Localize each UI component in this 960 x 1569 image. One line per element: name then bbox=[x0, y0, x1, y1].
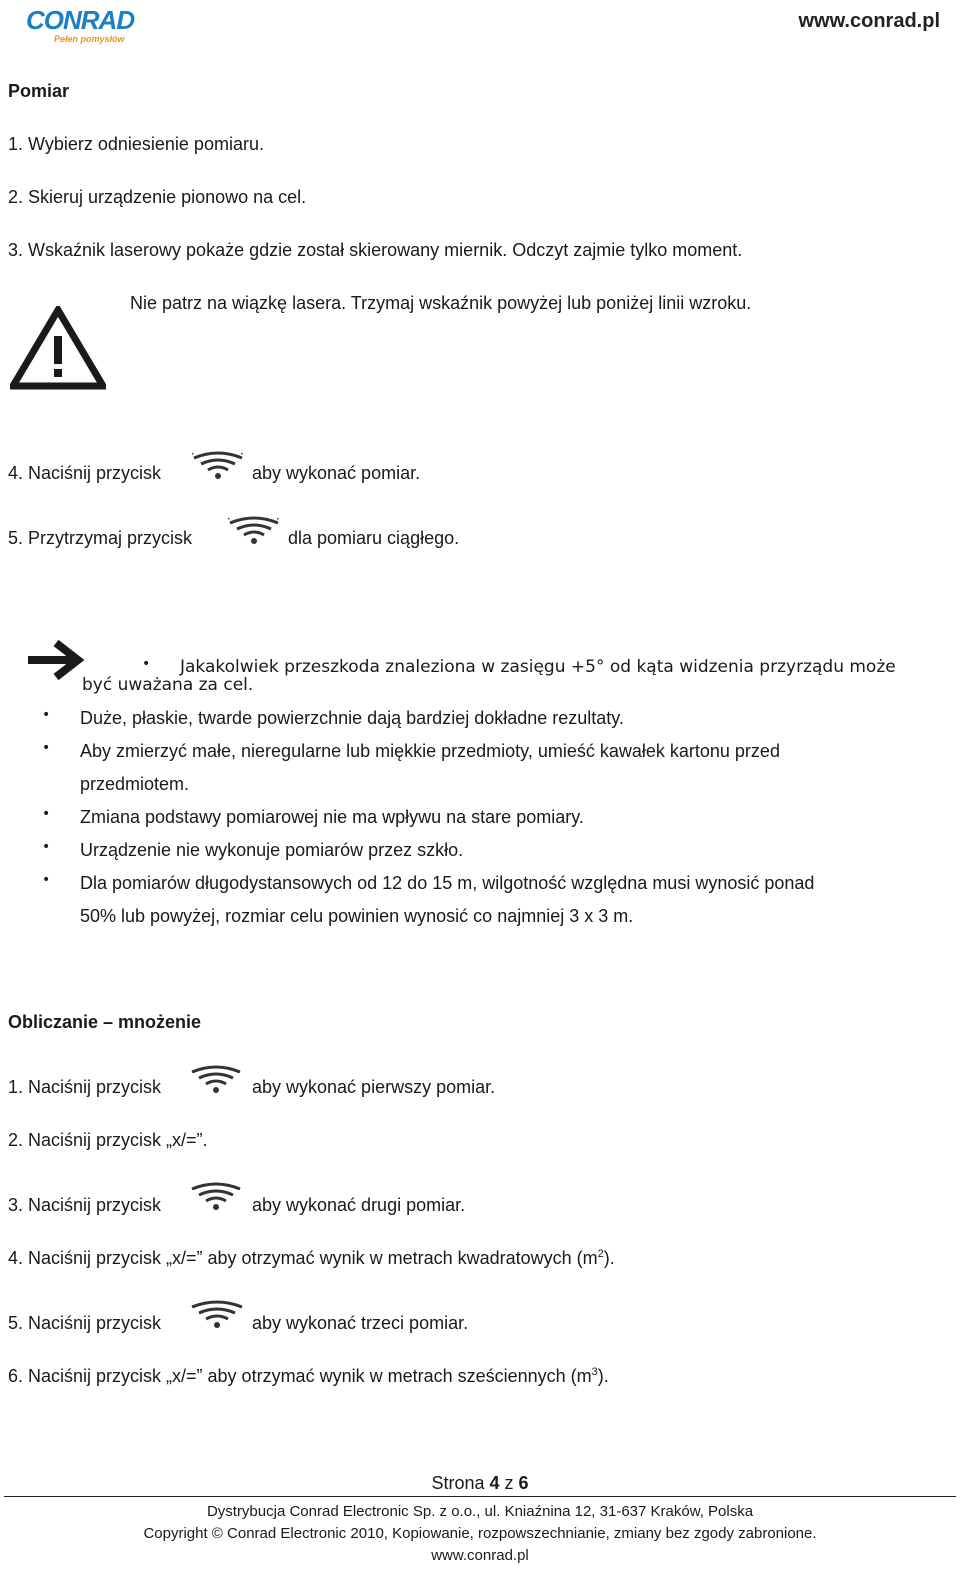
note-1-line-1: Jakakolwiek przeszkoda znaleziona w zasięgu +5° od kąta widzenia przyrządu może bbox=[180, 657, 896, 677]
conrad-logo bbox=[26, 6, 134, 44]
note-3-line-2: przedmiotem. bbox=[80, 774, 190, 794]
page-of: z bbox=[504, 1473, 514, 1493]
measure-step-2: 2. Skieruj urządzenie pionowo na cel. bbox=[8, 187, 307, 207]
measure-step-4-action: aby wykonać pomiar. bbox=[252, 463, 421, 483]
section-title-measure: Pomiar bbox=[8, 81, 70, 101]
laser-warning-text: Nie patrz na wiązkę lasera. Trzymaj wskaźnik powyżej lub poniżej linii wzroku. bbox=[130, 293, 752, 313]
svg-text:•: • bbox=[227, 516, 231, 523]
calc-step-4-text: 4. Naciśnij przycisk „x/=” aby otrzymać wynik w metrach kwadratowych (m bbox=[8, 1248, 598, 1268]
svg-text:•: • bbox=[191, 451, 195, 458]
footer-line-1: Dystrybucja Conrad Electronic Sp. z o.o., ul. Kniaźnina 12, 31-637 Kraków, Polska bbox=[206, 1503, 754, 1520]
right-arrow-icon bbox=[26, 640, 84, 684]
note-1-line-2: być uważana za cel. bbox=[82, 675, 254, 695]
laser-measure-button-icon bbox=[188, 1181, 244, 1215]
note-2: Duże, płaskie, twarde powierzchnie dają bardziej dokładne rezultaty. bbox=[80, 708, 624, 728]
bullet-dot: • bbox=[142, 656, 151, 672]
bullet-dot: • bbox=[42, 707, 51, 723]
note-6-line-2: 50% lub powyżej, rozmiar celu powinien wynosić co najmniej 3 x 3 m. bbox=[80, 906, 634, 926]
footer-divider bbox=[4, 1496, 956, 1497]
header-url[interactable]: www.conrad.pl bbox=[798, 10, 940, 32]
calc-step-4 bbox=[8, 1247, 615, 1269]
laser-measure-button-icon bbox=[226, 515, 282, 549]
page-word: Strona bbox=[431, 1473, 485, 1493]
page-number bbox=[0, 1472, 960, 1494]
measure-step-5-label: 5. Przytrzymaj przycisk bbox=[8, 528, 193, 548]
calc-step-4-end: ). bbox=[603, 1248, 615, 1268]
calc-step-6-text: 6. Naciśnij przycisk „x/=” aby otrzymać wynik w metrach sześciennych (m bbox=[8, 1366, 592, 1386]
measure-step-1: 1. Wybierz odniesienie pomiaru. bbox=[8, 134, 264, 154]
logo-text: CONRAD bbox=[26, 5, 135, 35]
calc-step-6 bbox=[8, 1365, 609, 1387]
section-title-calc: Obliczanie – mnożenie bbox=[8, 1012, 202, 1032]
footer-line-2: Copyright © Conrad Electronic 2010, Kopiowanie, rozpowszechnianie, zmiany bez zgody zabronione. bbox=[143, 1525, 817, 1542]
calc-step-5-label: 5. Naciśnij przycisk bbox=[8, 1313, 162, 1333]
calc-step-4-sup: 2 bbox=[597, 1248, 604, 1260]
calc-step-3-action: aby wykonać drugi pomiar. bbox=[252, 1195, 466, 1215]
svg-text:•: • bbox=[276, 516, 280, 523]
bullet-dot: • bbox=[42, 872, 51, 888]
footer-url[interactable]: www.conrad.pl bbox=[431, 1547, 529, 1564]
measure-step-3: 3. Wskaźnik laserowy pokaże gdzie został skierowany miernik. Odczyt zajmie tylko moment. bbox=[8, 240, 743, 260]
calc-step-6-sup: 3 bbox=[591, 1366, 598, 1378]
note-6-line-1: Dla pomiarów długodystansowych od 12 do 15 m, wilgotność względna musi wynosić ponad bbox=[80, 873, 815, 893]
calc-step-5-action: aby wykonać trzeci pomiar. bbox=[252, 1313, 469, 1333]
bullet-dot: • bbox=[42, 806, 51, 822]
measure-step-4-label: 4. Naciśnij przycisk bbox=[8, 463, 162, 483]
laser-measure-button-icon bbox=[188, 1299, 246, 1333]
calc-step-1-action: aby wykonać pierwszy pomiar. bbox=[252, 1077, 496, 1097]
bullet-dot: • bbox=[42, 740, 51, 756]
note-3-line-1: Aby zmierzyć małe, nieregularne lub miękkie przedmioty, umieść kawałek kartonu przed bbox=[80, 741, 780, 761]
calc-step-3-label: 3. Naciśnij przycisk bbox=[8, 1195, 162, 1215]
laser-measure-button-icon bbox=[188, 1064, 244, 1098]
bullet-dot: • bbox=[42, 839, 51, 855]
laser-measure-button-icon bbox=[190, 450, 246, 484]
calc-step-2: 2. Naciśnij przycisk „x/=”. bbox=[8, 1130, 208, 1150]
measure-step-5-action: dla pomiaru ciągłego. bbox=[288, 528, 460, 548]
note-4: Zmiana podstawy pomiarowej nie ma wpływu na stare pomiary. bbox=[80, 807, 584, 827]
svg-text:•: • bbox=[240, 451, 244, 458]
logo-tagline: Pełen pomysłów bbox=[54, 34, 125, 44]
calc-step-1-label: 1. Naciśnij przycisk bbox=[8, 1077, 162, 1097]
warning-triangle-icon bbox=[10, 306, 106, 394]
note-5: Urządzenie nie wykonuje pomiarów przez szkło. bbox=[80, 840, 464, 860]
page-current: 4 bbox=[489, 1473, 500, 1493]
page-total: 6 bbox=[518, 1473, 529, 1493]
calc-step-6-end: ). bbox=[597, 1366, 609, 1386]
